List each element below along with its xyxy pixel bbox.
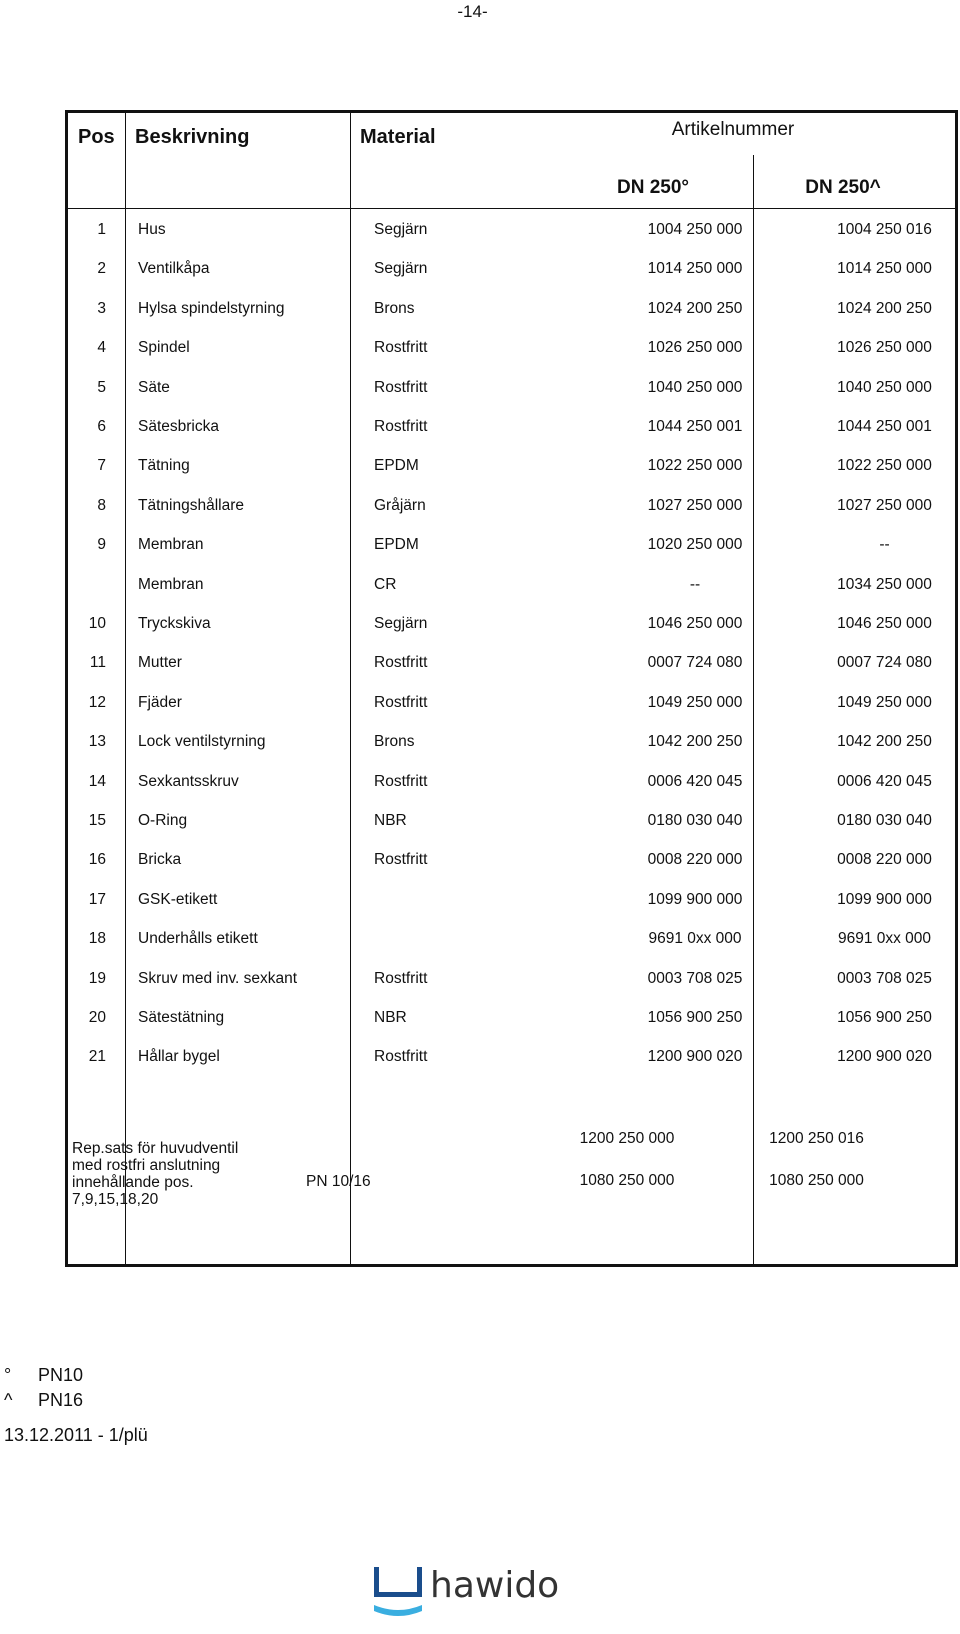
material-cell: Rostfritt bbox=[374, 969, 428, 987]
description-cell: Lock ventilstyrning bbox=[138, 733, 266, 751]
legend-label: PN10 bbox=[38, 1365, 84, 1385]
article-dn250-pn10-cell: 0003 708 025 bbox=[647, 969, 743, 987]
table-row bbox=[68, 328, 960, 368]
repair-kit-line: med rostfri anslutning bbox=[72, 1157, 221, 1174]
article-dn250-pn16-cell: 1014 250 000 bbox=[837, 260, 932, 278]
pos-cell: 8 bbox=[97, 496, 106, 514]
article-dn250-pn10-cell: 1024 200 250 bbox=[647, 299, 743, 317]
repair-kit-article-b2: 1080 250 000 bbox=[769, 1172, 864, 1189]
repair-kit-description bbox=[72, 1140, 272, 1208]
pos-cell: 5 bbox=[97, 378, 106, 396]
pos-cell: 13 bbox=[88, 733, 106, 751]
material-cell: Rostfritt bbox=[374, 1048, 428, 1066]
description-cell: Tätningshållare bbox=[138, 496, 244, 514]
repair-kit-material: PN 10/16 bbox=[306, 1173, 371, 1190]
article-dn250-pn10-cell: 0180 030 040 bbox=[647, 812, 743, 829]
description-cell: Sätestätning bbox=[138, 1009, 225, 1026]
article-dn250-pn16-cell: 1024 200 250 bbox=[837, 299, 932, 317]
article-dn250-pn16-cell: 0180 030 040 bbox=[837, 812, 932, 829]
article-dn250-pn16-cell: 1200 900 020 bbox=[837, 1048, 932, 1066]
article-dn250-pn16-cell: 1044 250 001 bbox=[837, 418, 932, 435]
table-row bbox=[68, 998, 960, 1038]
pos-cell: 7 bbox=[97, 457, 106, 475]
pos-cell: 11 bbox=[89, 654, 106, 672]
material-cell: Brons bbox=[374, 733, 415, 751]
table-row bbox=[68, 407, 960, 447]
material-cell: NBR bbox=[374, 1009, 407, 1026]
material-cell: Segjärn bbox=[374, 260, 428, 278]
description-cell: GSK-etikett bbox=[138, 890, 218, 908]
description-cell: Fjäder bbox=[138, 693, 182, 711]
article-dn250-pn10-cell: 1040 250 000 bbox=[647, 378, 743, 396]
repair-kit-article-b1: 1200 250 016 bbox=[769, 1130, 864, 1147]
description-cell: Sexkantsskruv bbox=[138, 772, 239, 790]
description-cell: Skruv med inv. sexkant bbox=[138, 969, 298, 987]
table-row bbox=[68, 565, 960, 605]
description-cell: Spindel bbox=[138, 339, 190, 357]
article-dn250-pn10-cell: 1026 250 000 bbox=[647, 339, 743, 357]
table-row bbox=[68, 446, 960, 486]
description-cell: Säte bbox=[138, 378, 170, 396]
article-dn250-pn16-cell: 0007 724 080 bbox=[837, 654, 932, 672]
legend-symbol: ° bbox=[4, 1365, 12, 1385]
logo-wordmark: hawido bbox=[430, 1565, 560, 1606]
material-cell: Rostfritt bbox=[374, 851, 428, 869]
table-row bbox=[68, 840, 960, 880]
article-dn250-pn10-cell: 1020 250 000 bbox=[647, 536, 743, 554]
table-row bbox=[68, 604, 960, 644]
article-dn250-pn10-cell: 1044 250 001 bbox=[647, 418, 743, 435]
table-row bbox=[68, 722, 960, 762]
table-row bbox=[68, 525, 960, 565]
article-dn250-pn16-cell: 0006 420 045 bbox=[837, 772, 932, 790]
article-dn250-pn10-cell: 1200 900 020 bbox=[647, 1048, 743, 1066]
header-dn-250-pn10: DN 250° bbox=[616, 177, 690, 198]
pos-cell: 18 bbox=[88, 930, 106, 948]
header-divider bbox=[68, 208, 955, 209]
description-cell: Hållar bygel bbox=[138, 1048, 220, 1066]
article-dn250-pn10-cell: 1042 200 250 bbox=[647, 733, 743, 751]
material-cell: Rostfritt bbox=[374, 378, 428, 396]
material-cell: Segjärn bbox=[374, 221, 428, 238]
article-dn250-pn16-cell: -- bbox=[879, 536, 890, 554]
material-cell: Segjärn bbox=[374, 615, 428, 632]
pos-cell: 2 bbox=[97, 260, 106, 278]
pos-cell: 21 bbox=[88, 1048, 106, 1066]
article-dn250-pn10-cell: 1049 250 000 bbox=[647, 693, 743, 711]
pos-cell: 6 bbox=[97, 418, 106, 435]
material-cell: Gråjärn bbox=[374, 496, 426, 514]
description-cell: Bricka bbox=[138, 851, 182, 869]
material-cell: CR bbox=[374, 575, 397, 593]
pos-cell: 1 bbox=[97, 221, 106, 238]
description-cell: Mutter bbox=[138, 654, 182, 672]
header-description: Beskrivning bbox=[135, 126, 250, 148]
description-cell: Membran bbox=[138, 536, 204, 554]
article-dn250-pn16-cell: 9691 0xx 000 bbox=[837, 930, 932, 948]
article-dn250-pn16-cell: 1004 250 016 bbox=[837, 221, 932, 238]
table-row bbox=[68, 643, 960, 683]
pos-cell: 9 bbox=[97, 536, 106, 554]
header-pos: Pos bbox=[78, 126, 115, 148]
pos-cell: 15 bbox=[88, 812, 106, 829]
pos-cell: 17 bbox=[88, 890, 106, 908]
hawido-logo bbox=[370, 1553, 570, 1625]
table-row bbox=[68, 762, 960, 802]
header-article-number: Artikelnummer bbox=[671, 119, 795, 140]
material-cell: Rostfritt bbox=[374, 693, 428, 711]
table-row bbox=[68, 959, 960, 999]
pos-cell: 14 bbox=[88, 772, 106, 790]
page-number: -14- bbox=[457, 2, 488, 21]
article-dn250-pn16-cell: 1034 250 000 bbox=[837, 575, 932, 593]
article-dn250-pn16-cell: 1040 250 000 bbox=[837, 378, 932, 396]
date-line: 13.12.2011 - 1/plü bbox=[4, 1425, 148, 1445]
article-dn250-pn16-cell: 1026 250 000 bbox=[837, 339, 932, 357]
article-dn250-pn10-cell: 0007 724 080 bbox=[647, 654, 743, 672]
material-cell: Rostfritt bbox=[374, 772, 428, 790]
article-dn250-pn16-cell: 1027 250 000 bbox=[837, 496, 932, 514]
pos-cell: 4 bbox=[97, 339, 106, 357]
material-cell: Rostfritt bbox=[374, 418, 428, 435]
header-material: Material bbox=[360, 126, 436, 148]
material-cell: NBR bbox=[374, 812, 407, 829]
table-row bbox=[68, 486, 960, 526]
pos-cell: 12 bbox=[88, 693, 106, 711]
material-cell: Rostfritt bbox=[374, 654, 428, 672]
table-row bbox=[68, 210, 960, 250]
description-cell: Underhålls etikett bbox=[138, 930, 258, 948]
article-dn250-pn16-cell: 1099 900 000 bbox=[837, 890, 932, 908]
article-dn250-pn16-cell: 1049 250 000 bbox=[837, 693, 932, 711]
hawido-logo-mark bbox=[370, 1553, 570, 1625]
table-row bbox=[68, 1037, 960, 1077]
description-cell: O-Ring bbox=[138, 812, 188, 829]
article-dn250-pn10-cell: -- bbox=[689, 575, 701, 593]
article-dn250-pn16-cell: 0003 708 025 bbox=[837, 969, 932, 987]
article-dn250-pn16-cell: 1046 250 000 bbox=[837, 615, 932, 632]
pos-cell: 16 bbox=[88, 851, 106, 869]
table-row bbox=[68, 249, 960, 289]
table-row bbox=[68, 880, 960, 920]
description-cell: Tätning bbox=[138, 457, 190, 475]
article-dn250-pn10-cell: 0006 420 045 bbox=[647, 772, 743, 790]
pos-cell: 19 bbox=[88, 969, 106, 987]
article-dn250-pn16-cell: 1022 250 000 bbox=[837, 457, 932, 475]
table-row bbox=[68, 368, 960, 408]
parts-table bbox=[65, 110, 958, 1267]
article-dn250-pn10-cell: 1022 250 000 bbox=[647, 457, 743, 475]
repair-kit-article-a1: 1200 250 000 bbox=[579, 1130, 675, 1147]
material-cell: EPDM bbox=[374, 536, 419, 554]
repair-kit-line: innehållande pos. bbox=[72, 1174, 194, 1191]
article-dn250-pn10-cell: 1046 250 000 bbox=[647, 615, 743, 632]
legend-symbol: ^ bbox=[4, 1390, 13, 1410]
description-cell: Hylsa spindelstyrning bbox=[138, 299, 285, 317]
article-dn250-pn10-cell: 1004 250 000 bbox=[647, 221, 743, 238]
pos-cell: 20 bbox=[88, 1009, 106, 1026]
article-dn250-pn16-cell: 1056 900 250 bbox=[837, 1009, 932, 1026]
description-cell: Sätesbricka bbox=[138, 418, 219, 435]
table-row bbox=[68, 289, 960, 329]
description-cell: Tryckskiva bbox=[138, 615, 211, 632]
legend-pn16 bbox=[4, 1390, 83, 1411]
material-cell: Rostfritt bbox=[374, 339, 428, 357]
table-row bbox=[68, 801, 960, 841]
article-dn250-pn16-cell: 1042 200 250 bbox=[837, 733, 932, 751]
article-dn250-pn16-cell: 0008 220 000 bbox=[837, 851, 932, 869]
table-row bbox=[68, 919, 960, 959]
table-row bbox=[68, 683, 960, 723]
article-dn250-pn10-cell: 1099 900 000 bbox=[647, 890, 743, 908]
material-cell: EPDM bbox=[374, 457, 419, 475]
pos-cell: 10 bbox=[88, 615, 106, 632]
legend-pn10 bbox=[4, 1365, 83, 1386]
article-dn250-pn10-cell: 1027 250 000 bbox=[647, 496, 743, 514]
repair-kit-line: 7,9,15,18,20 bbox=[72, 1191, 159, 1208]
legend-label: PN16 bbox=[38, 1390, 84, 1410]
description-cell: Membran bbox=[138, 575, 204, 593]
header-dn-250-pn16: DN 250^ bbox=[805, 177, 881, 198]
article-dn250-pn10-cell: 1014 250 000 bbox=[647, 260, 743, 278]
repair-kit-article-a2: 1080 250 000 bbox=[579, 1172, 675, 1189]
description-cell: Ventilkåpa bbox=[138, 260, 210, 278]
article-dn250-pn10-cell: 0008 220 000 bbox=[647, 851, 743, 869]
article-dn250-pn10-cell: 1056 900 250 bbox=[647, 1009, 743, 1026]
repair-kit-line: Rep.sats för huvudventil bbox=[72, 1140, 239, 1157]
pos-cell: 3 bbox=[97, 299, 106, 317]
article-dn250-pn10-cell: 9691 0xx 000 bbox=[648, 930, 742, 948]
material-cell: Brons bbox=[374, 299, 415, 317]
description-cell: Hus bbox=[138, 221, 166, 238]
